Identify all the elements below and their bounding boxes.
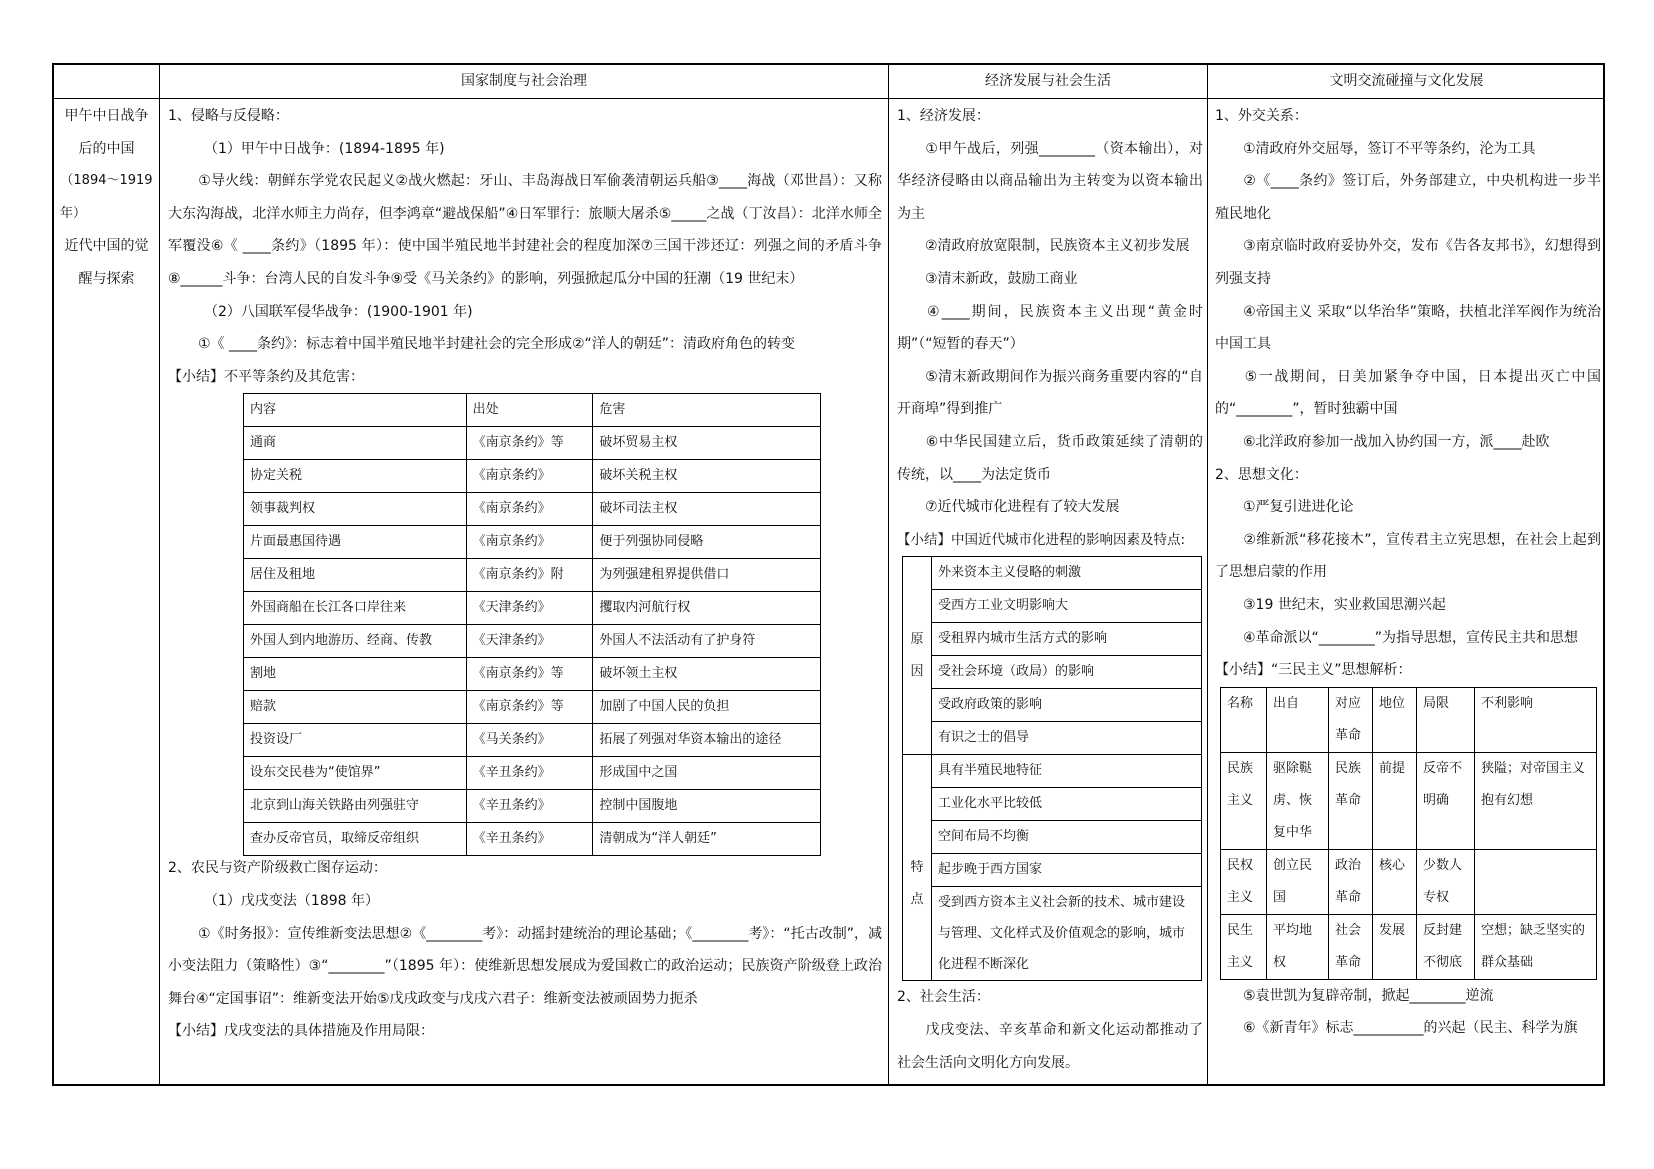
economy-item-text: ②清政府放宽限制，民族资本主义初步发展 xyxy=(925,238,1190,255)
treaty-cell: 攫取内河航行权 xyxy=(593,592,821,625)
feature-row xyxy=(903,821,1202,854)
treaty-cell: 外国人不法活动有了护身符 xyxy=(593,625,821,658)
summary-heading: 【小结】戊戌变法的具体措施及作用局限： xyxy=(168,1023,434,1040)
culture-item xyxy=(1215,230,1601,295)
culture-item xyxy=(1215,622,1601,655)
san-cell: 空想；缺乏坚实的群众基础 xyxy=(1475,914,1597,979)
paragraph xyxy=(168,165,882,295)
culture-item-text: ③南京临时政府妥协外交，发布《告各友邦书》，幻想得到列强支持 xyxy=(1215,238,1601,287)
feature-row xyxy=(903,887,1202,981)
culture-item-text: ⑤一战期间，日美加紧争夺中国，日本提出灭亡中国的“________”，暂时独霸中国 xyxy=(1215,368,1601,418)
cause-cell: 受西方工业文明影响大 xyxy=(932,590,1202,623)
treaty-cell: 赔款 xyxy=(244,691,467,724)
san-header-cell: 局限 xyxy=(1417,687,1475,752)
section-title: 2、思想文化： xyxy=(1215,466,1308,483)
treaty-cell: 投资设厂 xyxy=(244,724,467,757)
thought-list xyxy=(1215,491,1601,654)
culture-item xyxy=(1215,491,1601,524)
treaty-row xyxy=(244,526,821,559)
cause-row xyxy=(903,557,1202,590)
treaty-row xyxy=(244,790,821,823)
paragraph xyxy=(168,328,882,361)
culture-item-text: ①清政府外交屈辱，签订不平等条约，沦为工具 xyxy=(1243,140,1536,157)
treaty-header-row xyxy=(244,394,821,427)
economy-item xyxy=(897,361,1203,426)
feature-group-label xyxy=(903,755,932,981)
treaty-cell: 协定关税 xyxy=(244,460,467,493)
col-state-system xyxy=(168,100,882,1084)
treaty-header-cell: 出处 xyxy=(466,394,593,427)
period-label-line: （1894～1919 xyxy=(60,173,153,189)
san-header-cell: 名称 xyxy=(1221,687,1267,752)
period-label-line: 年） xyxy=(60,205,87,221)
treaty-cell: 外国商船在长江各口岸往来 xyxy=(244,592,467,625)
san-cell: 狭隘；对帝国主义抱有幻想 xyxy=(1475,752,1597,849)
san-cell: 社会革命 xyxy=(1329,914,1373,979)
cause-cell: 受租界内城市生活方式的影响 xyxy=(932,623,1202,656)
treaty-cell: 破坏领土主权 xyxy=(593,658,821,691)
economy-item xyxy=(897,296,1203,361)
culture-item-text: ①严复引进进化论 xyxy=(1243,499,1354,516)
san-header-cell: 不利影响 xyxy=(1475,687,1597,752)
san-cell: 核心 xyxy=(1373,849,1417,914)
economy-item-text: ④____期间，民族资本主义出现“黄金时期”（“短暂的春天”） xyxy=(897,303,1203,353)
treaty-cell: 《辛丑条约》 xyxy=(466,823,593,856)
treaty-cell: 清朝成为“洋人朝廷” xyxy=(593,823,821,856)
san-cell: 民族革命 xyxy=(1329,752,1373,849)
san-header-cell: 出自 xyxy=(1267,687,1329,752)
grid-divider xyxy=(888,65,889,1084)
feature-cell: 起步晚于西方国家 xyxy=(932,854,1202,887)
treaty-cell: 《南京条约》 xyxy=(466,460,593,493)
treaty-cell: 便于列强协同侵略 xyxy=(593,526,821,559)
treaty-cell: 北京到山海关铁路由列强驻守 xyxy=(244,790,467,823)
treaty-cell: 《南京条约》附 xyxy=(466,559,593,592)
grid-divider xyxy=(54,98,1603,99)
treaty-row xyxy=(244,460,821,493)
treaty-cell: 割地 xyxy=(244,658,467,691)
summary-heading: 【小结】“三民主义”思想解析： xyxy=(1215,662,1412,679)
treaty-header-cell: 内容 xyxy=(244,394,467,427)
treaty-cell: 居住及租地 xyxy=(244,559,467,592)
three-principles-table xyxy=(1220,687,1597,980)
san-cell: 民权主义 xyxy=(1221,849,1267,914)
cause-row xyxy=(903,689,1202,722)
paragraph-text: 戊戌变法、辛亥革命和新文化运动都推动了社会生活向文明化方向发展。 xyxy=(897,1021,1203,1071)
san-cell: 民生主义 xyxy=(1221,914,1267,979)
treaty-row xyxy=(244,559,821,592)
culture-item-text: ②《____条约》签订后，外务部建立，中央机构进一步半殖民地化 xyxy=(1215,173,1601,222)
treaty-cell: 拓展了列强对华资本输出的途径 xyxy=(593,724,821,757)
economy-item-text: ⑤清末新政期间作为振兴商务重要内容的“自开商埠”得到推广 xyxy=(897,368,1203,418)
cause-group-char: 原 xyxy=(910,631,924,647)
period-label-line: 醒与探索 xyxy=(78,270,135,287)
cause-cell: 外来资本主义侵略的刺激 xyxy=(932,557,1202,590)
treaty-cell: 查办反帝官员，取缔反帝组织 xyxy=(244,823,467,856)
section-title: 2、社会生活： xyxy=(897,989,990,1006)
treaty-cell: 外国人到内地游历、经商、传教 xyxy=(244,625,467,658)
feature-cell: 空间布局不均衡 xyxy=(932,821,1202,854)
treaty-table-wrap xyxy=(168,393,882,852)
san-cell: 政治革命 xyxy=(1329,849,1373,914)
treaty-cell: 形成国中之国 xyxy=(593,757,821,790)
treaty-cell: 为列强建租界提供借口 xyxy=(593,559,821,592)
economy-item-text: ⑦近代城市化进程有了较大发展 xyxy=(925,499,1120,516)
treaty-row xyxy=(244,427,821,460)
period-label xyxy=(54,100,159,1084)
diplomacy-list xyxy=(1215,133,1601,459)
culture-item xyxy=(1215,426,1601,459)
san-row xyxy=(1221,849,1597,914)
feature-group-char: 特 xyxy=(910,860,924,876)
feature-row xyxy=(903,788,1202,821)
san-row xyxy=(1221,914,1597,979)
treaty-cell: 《南京条约》 xyxy=(466,526,593,559)
culture-item-text: ⑤袁世凯为复辟帝制，掀起________逆流 xyxy=(1243,987,1494,1004)
subsection-title: （1）甲午中日战争：(1894-1895 年) xyxy=(204,140,445,157)
culture-item xyxy=(1215,296,1601,361)
culture-item-text: ⑥北洋政府参加一战加入协约国一方，派____赴欧 xyxy=(1243,433,1550,450)
san-header-row xyxy=(1221,687,1597,752)
economy-item xyxy=(897,491,1203,524)
economy-item-text: ⑥中华民国建立后，货币政策延续了清朝的传统，以____为法定货币 xyxy=(897,433,1203,483)
paragraph-text: ①《时务报》：宣传维新变法思想②《________考》：动摇封建统治的理论基础；《________考》：“托古改制”，减小变法阻力（策略性）③“________”（1895 年）：使维新思想发展成为爱国救亡的政治运动；民族资产阶级登上政治舞台④“定国事诏”：维新变法开始⑤戊戌政变与戊戌六君子：维新变法被顽固势力扼杀 xyxy=(168,925,882,1007)
san-cell: 发展 xyxy=(1373,914,1417,979)
grid-divider xyxy=(1207,65,1208,1084)
subsection-title: （1）戊戌变法（1898 年） xyxy=(204,892,379,909)
san-cell: 反封建不彻底 xyxy=(1417,914,1475,979)
san-row xyxy=(1221,752,1597,849)
economy-item-text: ①甲午战后，列强________（资本输出），对华经济侵略由以商品输出为主转变为以资本输出为主 xyxy=(897,140,1203,222)
culture-item-text: ④革命派以“________”为指导思想，宣传民主共和思想 xyxy=(1243,629,1579,646)
section-title: 1、外交关系： xyxy=(1215,108,1308,124)
header-blank xyxy=(54,65,159,98)
culture-item xyxy=(1215,133,1601,166)
section-title: 1、经济发展： xyxy=(897,108,990,124)
treaty-cell: 《南京条约》等 xyxy=(466,427,593,460)
feature-cell: 受到西方资本主义社会新的技术、城市建设与管理、文化样式及价值观念的影响，城市化进程不断深化 xyxy=(932,887,1202,981)
section-title: 2、农民与资产阶级救亡图存运动： xyxy=(168,860,387,877)
treaty-cell: 破坏关税主权 xyxy=(593,460,821,493)
feature-cell: 具有半殖民地特征 xyxy=(932,755,1202,788)
feature-group-char: 点 xyxy=(910,892,924,908)
period-label-line: 后的中国 xyxy=(78,140,135,157)
treaty-header-cell: 危害 xyxy=(593,394,821,427)
section-title: 1、侵略与反侵略： xyxy=(168,108,289,124)
summary-heading: 【小结】中国近代城市化进程的影响因素及特点: xyxy=(897,531,1186,548)
culture-item-text: ⑥《新青年》标志__________的兴起（民主、科学为旗 xyxy=(1243,1020,1578,1037)
grid-divider xyxy=(159,65,160,1084)
san-cell: 驱除鞑虏、恢复中华 xyxy=(1267,752,1329,849)
treaty-row xyxy=(244,625,821,658)
culture-item xyxy=(1215,361,1601,426)
san-cell: 反帝不明确 xyxy=(1417,752,1475,849)
cause-row xyxy=(903,722,1202,755)
paragraph xyxy=(897,1014,1203,1079)
treaty-cell: 《南京条约》等 xyxy=(466,658,593,691)
san-cell: 创立民国 xyxy=(1267,849,1329,914)
treaty-cell: 破坏贸易主权 xyxy=(593,427,821,460)
header-economy: 经济发展与社会生活 xyxy=(985,73,1111,89)
treaty-cell: 《天津条约》 xyxy=(466,625,593,658)
treaty-cell: 《马关条约》 xyxy=(466,724,593,757)
col-culture xyxy=(1215,100,1601,1084)
culture-item xyxy=(1215,165,1601,230)
period-label-line: 甲午中日战争 xyxy=(64,108,149,124)
paragraph-text: ①导火线：朝鲜东学党农民起义②战火燃起：牙山、丰岛海战日军偷袭清朝运兵船③____海战（邓世昌）：又称大东沟海战，北洋水师主力尚存，但李鸿章“避战保船”④日军罪行：旅顺大屠杀⑤_____之战（丁汝昌）：北洋水师全军覆没⑥《 ____条约》（1895 年）：使中国半殖民地半封建社会的程度加深⑦三国干涉还辽：列强之间的矛盾斗争⑧______斗争：台湾人民的自发斗争⑨受《马关条约》的影响，列强掀起瓜分中国的狂潮（19 世纪末） xyxy=(168,173,882,287)
economy-item xyxy=(897,263,1203,296)
san-cell: 平均地权 xyxy=(1267,914,1329,979)
culture-item-text: ②维新派“移花接木”，宣传君主立宪思想，在社会上起到了思想启蒙的作用 xyxy=(1215,531,1601,581)
economy-item-text: ③清末新政，鼓励工商业 xyxy=(925,270,1078,287)
culture-item xyxy=(1215,1012,1601,1045)
treaty-row xyxy=(244,724,821,757)
san-cell xyxy=(1475,849,1597,914)
culture-item xyxy=(1215,980,1601,1013)
san-header-cell: 对应革命 xyxy=(1329,687,1373,752)
treaty-table xyxy=(243,393,821,856)
economy-item xyxy=(897,133,1203,231)
worksheet-grid xyxy=(52,63,1605,1086)
san-cell: 前提 xyxy=(1373,752,1417,849)
cause-cell: 受政府政策的影响 xyxy=(932,689,1202,722)
col-economy xyxy=(897,100,1203,1084)
feature-row xyxy=(903,755,1202,788)
cause-row xyxy=(903,623,1202,656)
treaty-row xyxy=(244,823,821,856)
culture-item-text: ④帝国主义 采取“以华治华”策略，扶植北洋军阀作为统治中国工具 xyxy=(1215,303,1601,353)
treaty-row xyxy=(244,757,821,790)
san-cell: 民族主义 xyxy=(1221,752,1267,849)
treaty-row xyxy=(244,691,821,724)
header-culture: 文明交流碰撞与文化发展 xyxy=(1329,73,1484,89)
cause-cell: 受社会环境（政局）的影响 xyxy=(932,656,1202,689)
culture-item xyxy=(1215,524,1601,589)
treaty-cell: 《南京条约》等 xyxy=(466,691,593,724)
period-label-line: 近代中国的觉 xyxy=(64,238,149,255)
treaty-row xyxy=(244,493,821,526)
economy-item xyxy=(897,230,1203,263)
treaty-row xyxy=(244,592,821,625)
economy-item xyxy=(897,426,1203,491)
feature-row xyxy=(903,854,1202,887)
san-cell: 少数人专权 xyxy=(1417,849,1475,914)
subsection-title: （2）八国联军侵华战争：(1900-1901 年) xyxy=(204,303,473,320)
culture-item-text: ③19 世纪末，实业救国思潮兴起 xyxy=(1243,596,1446,613)
thought-list-cont xyxy=(1215,980,1601,1045)
cause-row xyxy=(903,656,1202,689)
cause-cell: 有识之士的倡导 xyxy=(932,722,1202,755)
urbanization-table xyxy=(902,556,1202,981)
treaty-cell: 破坏司法主权 xyxy=(593,493,821,526)
treaty-row xyxy=(244,658,821,691)
treaty-cell: 设东交民巷为“使馆界” xyxy=(244,757,467,790)
culture-item xyxy=(1215,589,1601,622)
treaty-cell: 《辛丑条约》 xyxy=(466,757,593,790)
feature-cell: 工业化水平比较低 xyxy=(932,788,1202,821)
paragraph-text: ①《 ____条约》：标志着中国半殖民地半封建社会的完全形成②“洋人的朝廷”：清政府角色的转变 xyxy=(198,336,796,353)
san-header-cell: 地位 xyxy=(1373,687,1417,752)
treaty-cell: 加剧了中国人民的负担 xyxy=(593,691,821,724)
cause-group-char: 因 xyxy=(910,663,924,679)
treaty-cell: 领事裁判权 xyxy=(244,493,467,526)
summary-heading: 【小结】不平等条约及其危害： xyxy=(168,368,364,385)
treaty-cell: 《天津条约》 xyxy=(466,592,593,625)
treaty-cell: 片面最惠国待遇 xyxy=(244,526,467,559)
header-state-system: 国家制度与社会治理 xyxy=(461,73,587,89)
treaty-cell: 《南京条约》 xyxy=(466,493,593,526)
treaty-cell: 控制中国腹地 xyxy=(593,790,821,823)
paragraph xyxy=(168,918,882,1016)
economy-list xyxy=(897,133,1203,524)
cause-group-label xyxy=(903,557,932,755)
treaty-cell: 《辛丑条约》 xyxy=(466,790,593,823)
treaty-cell: 通商 xyxy=(244,427,467,460)
cause-row xyxy=(903,590,1202,623)
